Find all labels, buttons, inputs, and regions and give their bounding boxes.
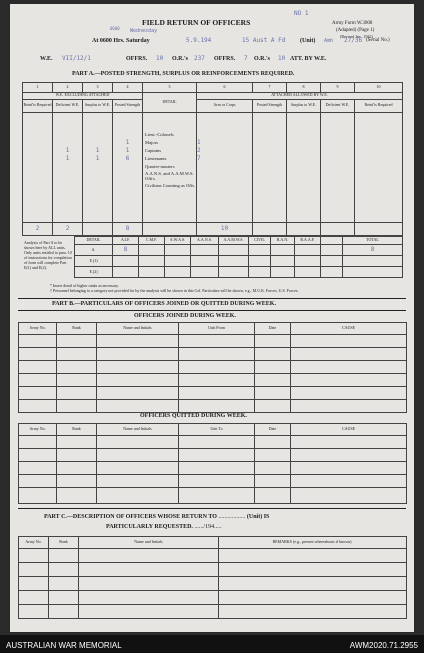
part-c-header: Rank [49, 537, 79, 549]
archive-caption [0, 635, 424, 653]
unit-abbr: Amb [324, 38, 334, 44]
detail-header: DETAIL [143, 92, 197, 112]
total-cell [287, 222, 321, 235]
rank-label: Majors [145, 139, 159, 145]
part-c-header: REMARKS (e.g., present whereabouts if known). [219, 537, 407, 549]
total-cell [83, 222, 113, 235]
hand-entry: 1 [125, 146, 130, 154]
divider [18, 310, 406, 311]
sub-header: Reinf'ts Required [23, 99, 53, 112]
rank-label: Quarter-masters [145, 163, 175, 169]
divider [18, 298, 406, 299]
quitted-header: Unit To [179, 424, 255, 436]
analysis-header: C.M.F. [139, 237, 165, 245]
hand-entry: 1 [65, 146, 70, 154]
rank-label: Lieut.-Colonels [145, 131, 174, 137]
analysis-header [321, 237, 343, 245]
sub-header: Posted Strength [253, 99, 287, 112]
arm-corps-cell [197, 112, 253, 222]
total-cell: 2 [23, 222, 53, 235]
footnote-2: † Personnel belonging to a category not provided for by the analysis will be shown in this Col. Particulars will be shown, e.g., M.U.K. Forces, U.S. Forces. [50, 288, 299, 293]
part-c-unit: (Unit) IS [246, 514, 270, 520]
total-cell [321, 222, 355, 235]
caption-right: AWM2020.71.2955 [349, 641, 418, 650]
hand-entry: 1 [95, 146, 100, 154]
hand-entry: 1 [95, 154, 100, 162]
part-c-heading-text: PARTICULARLY REQUESTED. [106, 524, 193, 530]
part-c-table [18, 536, 407, 619]
stamp-number: NO 1 [294, 10, 309, 17]
written-day: Wednesday [130, 28, 158, 34]
quitted-header: Rank [57, 424, 97, 436]
col-num: 8 [287, 83, 321, 93]
joined-header: Rank [57, 323, 97, 335]
part-c-heading-1 [44, 514, 269, 520]
analysis-header: R.A.N. [271, 237, 295, 245]
analysis-row-label: E.(1) [75, 256, 113, 267]
rank-label: Lieutenants [145, 155, 167, 161]
serial-label: (Serial No.) [366, 38, 390, 43]
joined-header: Name and Initials [97, 323, 179, 335]
att-deficient-cell [321, 112, 355, 222]
att-label: ATT. BY W.E. [290, 56, 327, 62]
sub-header: Posted Strength [113, 99, 143, 112]
col-num: 3 [83, 83, 113, 93]
col-num: 5 [143, 83, 197, 93]
part-c-header: Army No. [19, 537, 49, 549]
analysis-total-value: 8 [343, 245, 403, 256]
rank-label: Civilians Counting as Offs. [145, 182, 196, 188]
hand-entry: 2 [197, 146, 201, 154]
hand-entry: 7 [197, 154, 201, 162]
ors2-label: O.R.'s [254, 56, 271, 62]
hand-entry: 1 [65, 154, 70, 162]
joined-heading: OFFICERS JOINED DURING WEEK. [134, 313, 236, 319]
sub-header: Surplus to W.E. [83, 99, 113, 112]
quitted-table [18, 423, 407, 504]
analysis-header: A.A.M.W.S. [219, 237, 249, 245]
form-paper [10, 4, 414, 632]
ors2-value: 10 [278, 55, 286, 62]
quitted-header: CAUSE [291, 424, 407, 436]
col-num: 10 [355, 83, 403, 93]
offrs-label: OFFRS. [126, 56, 148, 62]
hand-entry: 1 [125, 138, 130, 146]
total-posted-cell: 10 [197, 222, 253, 235]
part-a-table [22, 82, 403, 236]
unit-name: 15 Aust A Fd [242, 37, 286, 44]
col-num: 7 [253, 83, 287, 93]
analysis-header: A.A.N.S. [191, 237, 219, 245]
analysis-header: DETAIL [75, 237, 113, 245]
quitted-header: Army No. [19, 424, 57, 436]
col-num: 2 [53, 83, 83, 93]
written-time: 0600 [110, 26, 120, 31]
att-surplus-cell [287, 112, 321, 222]
reinf-required-cell [23, 112, 53, 222]
caption-left: AUSTRALIAN WAR MEMORIAL [6, 641, 122, 650]
joined-header: Date [255, 323, 291, 335]
hand-entry: 6 [125, 154, 130, 162]
sub-header: Surplus to W.E. [287, 99, 321, 112]
sub-header: Deficient W.E. [53, 99, 83, 112]
rank-label: Captains [145, 147, 162, 153]
ors-value: 237 [194, 55, 205, 62]
total-detail-cell [143, 222, 197, 235]
part-b-heading: PART B.—PARTICULARS OF OFFICERS JOINED OR QUITTED DURING WEEK. [52, 301, 276, 307]
offrs2-value: 7 [244, 55, 248, 62]
analysis-row-label: E.(2) [75, 267, 113, 278]
divider [18, 508, 406, 509]
we-label: W.E. [40, 56, 53, 62]
surplus-cell [83, 112, 113, 222]
adapted-label: (Adapted) (Page 1) [336, 28, 375, 33]
we-value: VII/12/1 [62, 55, 91, 62]
part-a-heading: PART A.—POSTED STRENGTH, SURPLUS OR REINFORCEMENTS REQUIRED. [72, 71, 295, 77]
hand-entry: 1 [197, 138, 201, 146]
serial-number: 27/36 [344, 37, 363, 44]
sub-header: Arm or Corps [197, 99, 253, 112]
analysis-header: A.W.A.S. [165, 237, 191, 245]
total-cell: 8 [113, 222, 143, 235]
at-date: 5.9.194 [186, 37, 212, 44]
col-num: 9 [321, 83, 355, 93]
offrs-value: 10 [156, 55, 164, 62]
unit-label: (Unit) [300, 38, 316, 44]
sub-header: Reinf'ts Required [355, 99, 403, 112]
joined-table [18, 322, 407, 413]
footnote-1: * Insert detail of higher ranks as necessary. [50, 283, 119, 288]
att-posted-cell [253, 112, 287, 222]
col-num: 6 [197, 83, 253, 93]
analysis-header: CIVIL [249, 237, 271, 245]
analysis-header: TOTAL [343, 237, 403, 245]
analysis-note: Analysis of Part A to be shown here by ALL units. Only units entitled to para. 10 of instructions for completion of form will complete Part E(1) and E(2). [24, 240, 72, 270]
revised-label: (Revised Jan., 1942) [340, 34, 373, 39]
ranks-cell [143, 112, 197, 222]
we-excluding-header: W.E. EXCLUDING ATTACHED [23, 92, 143, 99]
att-reinf-cell [355, 112, 403, 222]
army-form-label: Army Form W.3008 [332, 21, 373, 26]
analysis-header: A.I.F. [113, 237, 139, 245]
quitted-header: Name and Initials [97, 424, 179, 436]
part-c-header: Name and Initials [79, 537, 219, 549]
total-cell [355, 222, 403, 235]
sub-header: Deficient W.E. [321, 99, 355, 112]
attached-header: ATTACHED ALLOWED BY W.E. [197, 92, 403, 99]
deficient-cell [53, 112, 83, 222]
rank-label: A.A.N.S. and A.A.M.W.S. Offrs. [145, 170, 194, 181]
part-c-heading-text: PART C.—DESCRIPTION OF OFFICERS WHOSE RETURN TO [44, 514, 217, 520]
at-hours-label: At 0600 Hrs. Saturday [92, 38, 150, 44]
analysis-header: R.A.A.F. [295, 237, 321, 245]
part-c-date: ....../194..... [194, 524, 222, 530]
quitted-heading: OFFICERS QUITTED DURING WEEK. [140, 413, 247, 419]
joined-header: Unit From [179, 323, 255, 335]
part-c-heading-2 [106, 524, 222, 530]
analysis-row-label: A. [75, 245, 113, 256]
col-num: 4 [113, 83, 143, 93]
form-title: FIELD RETURN OF OFFICERS [142, 18, 251, 27]
quitted-header: Date [255, 424, 291, 436]
part-c-dots: .................. [218, 514, 246, 520]
col-num: 1 [23, 83, 53, 93]
analysis-table [74, 236, 403, 278]
analysis-aif-value: 8 [113, 245, 139, 256]
posted-strength-cell [113, 112, 143, 222]
joined-header: Army No. [19, 323, 57, 335]
total-cell [253, 222, 287, 235]
offrs2-label: OFFRS. [214, 56, 236, 62]
joined-header: CAUSE [291, 323, 407, 335]
total-cell: 2 [53, 222, 83, 235]
ors-label: O.R.'s [172, 56, 189, 62]
